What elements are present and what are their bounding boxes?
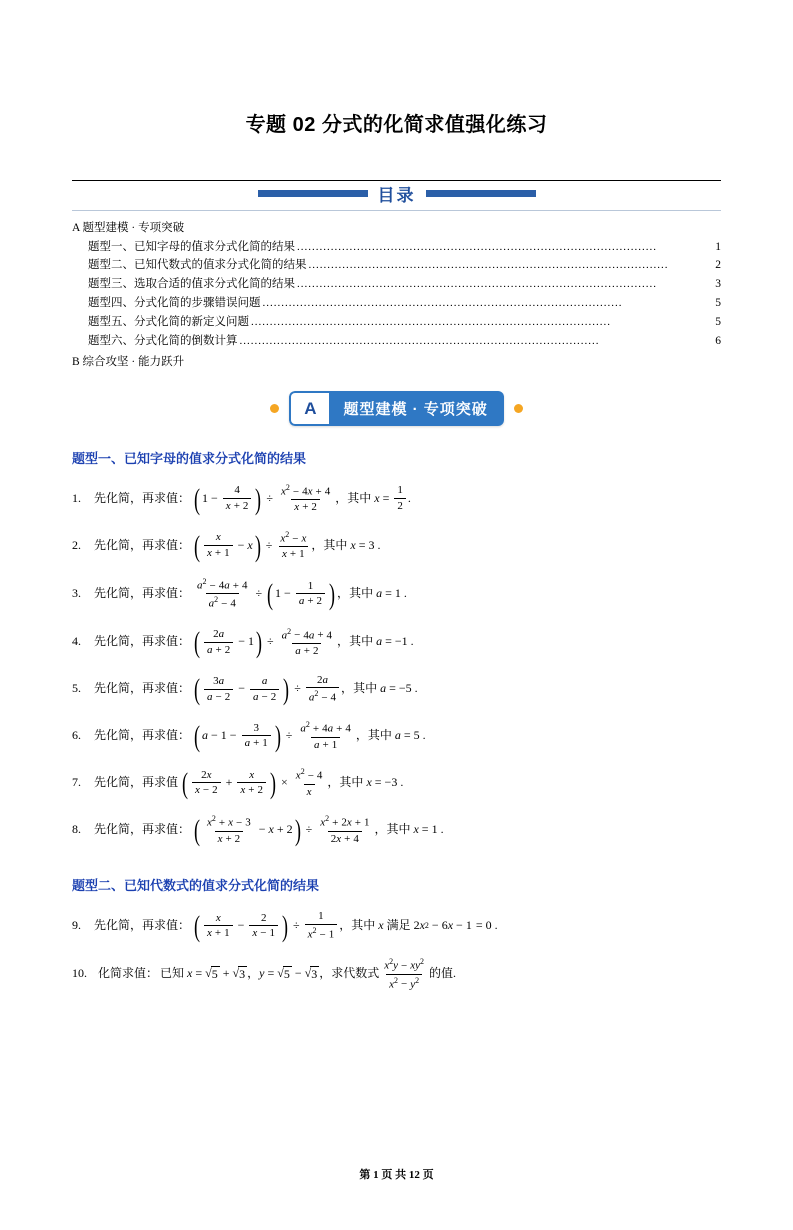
condition-satisfies: 满足 (386, 917, 411, 932)
table-of-contents (72, 181, 721, 371)
banner-letter: A (289, 391, 329, 426)
dot-icon-left (270, 404, 279, 413)
condition-where: 其中 (351, 917, 376, 932)
toc-dots: ................................................................................................ (308, 259, 669, 272)
question-number: 4. (72, 634, 81, 649)
toc-entry-label: 题型三、选取合适的值求分式化简的结果 (88, 278, 295, 291)
toc-entry-label: 题型二、已知代数式的值求分式化简的结果 (88, 259, 307, 272)
question-item (72, 814, 721, 845)
question-number: 8. (72, 822, 81, 837)
condition-where: 其中 (349, 586, 374, 600)
dot-icon-right (514, 404, 523, 413)
header-rule (72, 180, 721, 181)
question-lead: 先化简，再求值： (94, 490, 191, 505)
toc-entry-label: 题型四、分式化简的步骤错误问题 (88, 297, 261, 310)
toc-entry[interactable] (72, 294, 721, 313)
question-type-heading-2: 题型二、已知代数式的值求分式化简的结果 (72, 878, 320, 894)
toc-entry-page: 5 (715, 297, 721, 310)
question-lead: 先化简，再求值： (94, 728, 191, 743)
question-lead: 先化简，再求值： (94, 917, 191, 932)
question-item (72, 627, 721, 658)
question-item (72, 910, 721, 941)
condition-where: 其中 (386, 822, 411, 837)
toc-entry-label: 题型六、分式化简的倒数计算 (88, 334, 238, 347)
toc-entry-page: 6 (715, 334, 721, 347)
toc-entry[interactable] (72, 275, 721, 294)
condition-equation-tail: = 0 . (475, 917, 498, 932)
condition-where: 其中 (323, 537, 348, 552)
toc-section-b: B 综合攻坚 · 能力跃升 (72, 355, 185, 368)
toc-entry[interactable] (72, 332, 721, 351)
question-item (72, 674, 721, 705)
question-number: 5. (72, 681, 81, 696)
page-footer: 第 1 页 共 12 页 (359, 1169, 434, 1181)
banner-label: 题型建模 · 专项突破 (329, 391, 503, 426)
question-body: 先化简，再求值： ( $\frac{3a}{a - 2}$ − $\frac{a}{a - 2}$ ) ÷ $\frac{2a}{a^2 - 4}$ ， 其中 a = −5 . (94, 673, 418, 706)
question-body: 化简求值： 已知 x = √ 5 + √ 3 ， y = √ 5 − √ 3 ，求代数式 $\frac{x^2y - xy^2}{x^2 - y^2}$ 的值. (98, 957, 456, 991)
toc-section-a: A 题型建模 · 专项突破 (72, 222, 185, 234)
toc-entry-page: 1 (715, 240, 721, 253)
question-number: 10. (72, 966, 87, 981)
question-number: 3. (72, 586, 81, 600)
question-item (72, 720, 721, 751)
question-item (72, 530, 721, 561)
toc-dots: ................................................................................................ (239, 334, 600, 347)
toc-entry[interactable] (72, 256, 721, 275)
question-number: 2. (72, 537, 81, 552)
toc-entry-page: 3 (715, 278, 721, 291)
question-number: 6. (72, 728, 81, 743)
question-lead: 先化简，再求值： (94, 822, 191, 837)
condition-where: 其中 (353, 681, 378, 696)
question-item (72, 767, 721, 798)
question-number: 1. (72, 490, 81, 505)
question-tail: 的值. (428, 966, 456, 981)
toc-dots: ................................................................................................ (297, 278, 657, 291)
document-page (0, 108, 793, 1230)
toc-entry-page: 5 (715, 315, 721, 328)
question-body: 先化简，再求值： ( $\frac{x}{x + 1}$ − x ) ÷ $\frac{x^2 - x}{x + 1}$ ， 其中 x = 3 . (94, 529, 381, 563)
condition-where: 其中 (367, 728, 392, 743)
question-body: 先化简，再求值： ( a − 1 − $\frac{3}{a + 1}$ ) ÷ $\frac{a^2 + 4a + 4}{a + 1}$ ， 其中 a = 5 . (94, 719, 426, 753)
question-body: 先化简，再求值： ( $\frac{x}{x + 1}$ − $\frac{2}{x - 1}$ ) ÷ $\frac{1}{x^2 - 1}$ ， 其中 x 满足 2 x 2 − 6 x − 1 = 0 . (94, 909, 498, 943)
toc-entry[interactable] (72, 238, 721, 257)
toc-entry-page: 2 (715, 259, 721, 272)
toc-heading: 目录 (377, 186, 416, 205)
question-item (72, 483, 721, 514)
question-body: 先化简，再求值 ( $\frac{2x}{x - 2}$ + $\frac{x}{x + 2}$ ) × $\frac{x^2 - 4}{x}$ ， 其中 x = −3 . (94, 766, 404, 800)
question-lead: 先化简，再求值： (94, 681, 191, 696)
question-ask: ，求代数式 (319, 966, 380, 981)
question-number: 9. (72, 917, 81, 932)
question-body: 先化简，再求值： ( $\frac{x^2 + x - 3}{x + 2}$ − x + 2 ) ÷ $\frac{x^2 + 2x + 1}{2x + 4}$ ， 其中 x = 1 . (94, 813, 444, 847)
question-number: 7. (72, 775, 81, 790)
question-body: 先化简，再求值： ( $\frac{2a}{a + 2}$ − 1 ) ÷ $\frac{a^2 - 4a + 4}{a + 2}$ ， 其中 a = −1 . (94, 626, 414, 660)
toc-entry[interactable] (72, 313, 721, 332)
question-lead: 先化简，再求值： (94, 586, 191, 600)
condition-where: 其中 (339, 775, 364, 790)
banner-pill (289, 391, 504, 426)
toc-bar-left (258, 190, 368, 197)
toc-bar-right (426, 190, 536, 197)
question-item (72, 957, 721, 991)
question-lead: 先化简，再求值： (94, 634, 191, 649)
question-lead: 先化简，再求值： (94, 537, 191, 552)
toc-dots: ................................................................................................ (262, 297, 623, 310)
page-title: 专题 02 分式的化简求值强化练习 (245, 114, 548, 136)
toc-entry-label: 题型一、已知字母的值求分式化简的结果 (88, 240, 295, 253)
condition-where: 其中 (349, 634, 374, 649)
toc-entry-label: 题型五、分式化简的新定义问题 (88, 315, 249, 328)
toc-dots: ................................................................................................ (251, 315, 611, 328)
question-item (72, 577, 721, 611)
section-banner (72, 391, 721, 426)
question-known: 已知 (160, 966, 185, 981)
toc-dots: ................................................................................................ (297, 240, 657, 253)
toc-underline (72, 210, 721, 211)
toc-list (72, 219, 721, 371)
question-type-heading-1: 题型一、已知字母的值求分式化简的结果 (72, 451, 307, 467)
question-body: 先化简，再求值： $\frac{a^2 - 4a + 4}{a^2 - 4}$ ÷ ( 1 − $\frac{1}{a + 2}$ ) ， 其中 a = 1 . (94, 577, 407, 611)
toc-header (72, 181, 721, 206)
question-body: 先化简，再求值： ( 1 − $\frac{4}{x + 2}$ ) ÷ $\frac{x^2 - 4x + 4}{x + 2}$ ， 其中 x = $\frac{1}{2}$ . (94, 482, 411, 516)
condition-where: 其中 (347, 490, 372, 505)
question-lead: 化简求值： (98, 966, 159, 981)
question-lead: 先化简，再求值 (94, 775, 179, 790)
